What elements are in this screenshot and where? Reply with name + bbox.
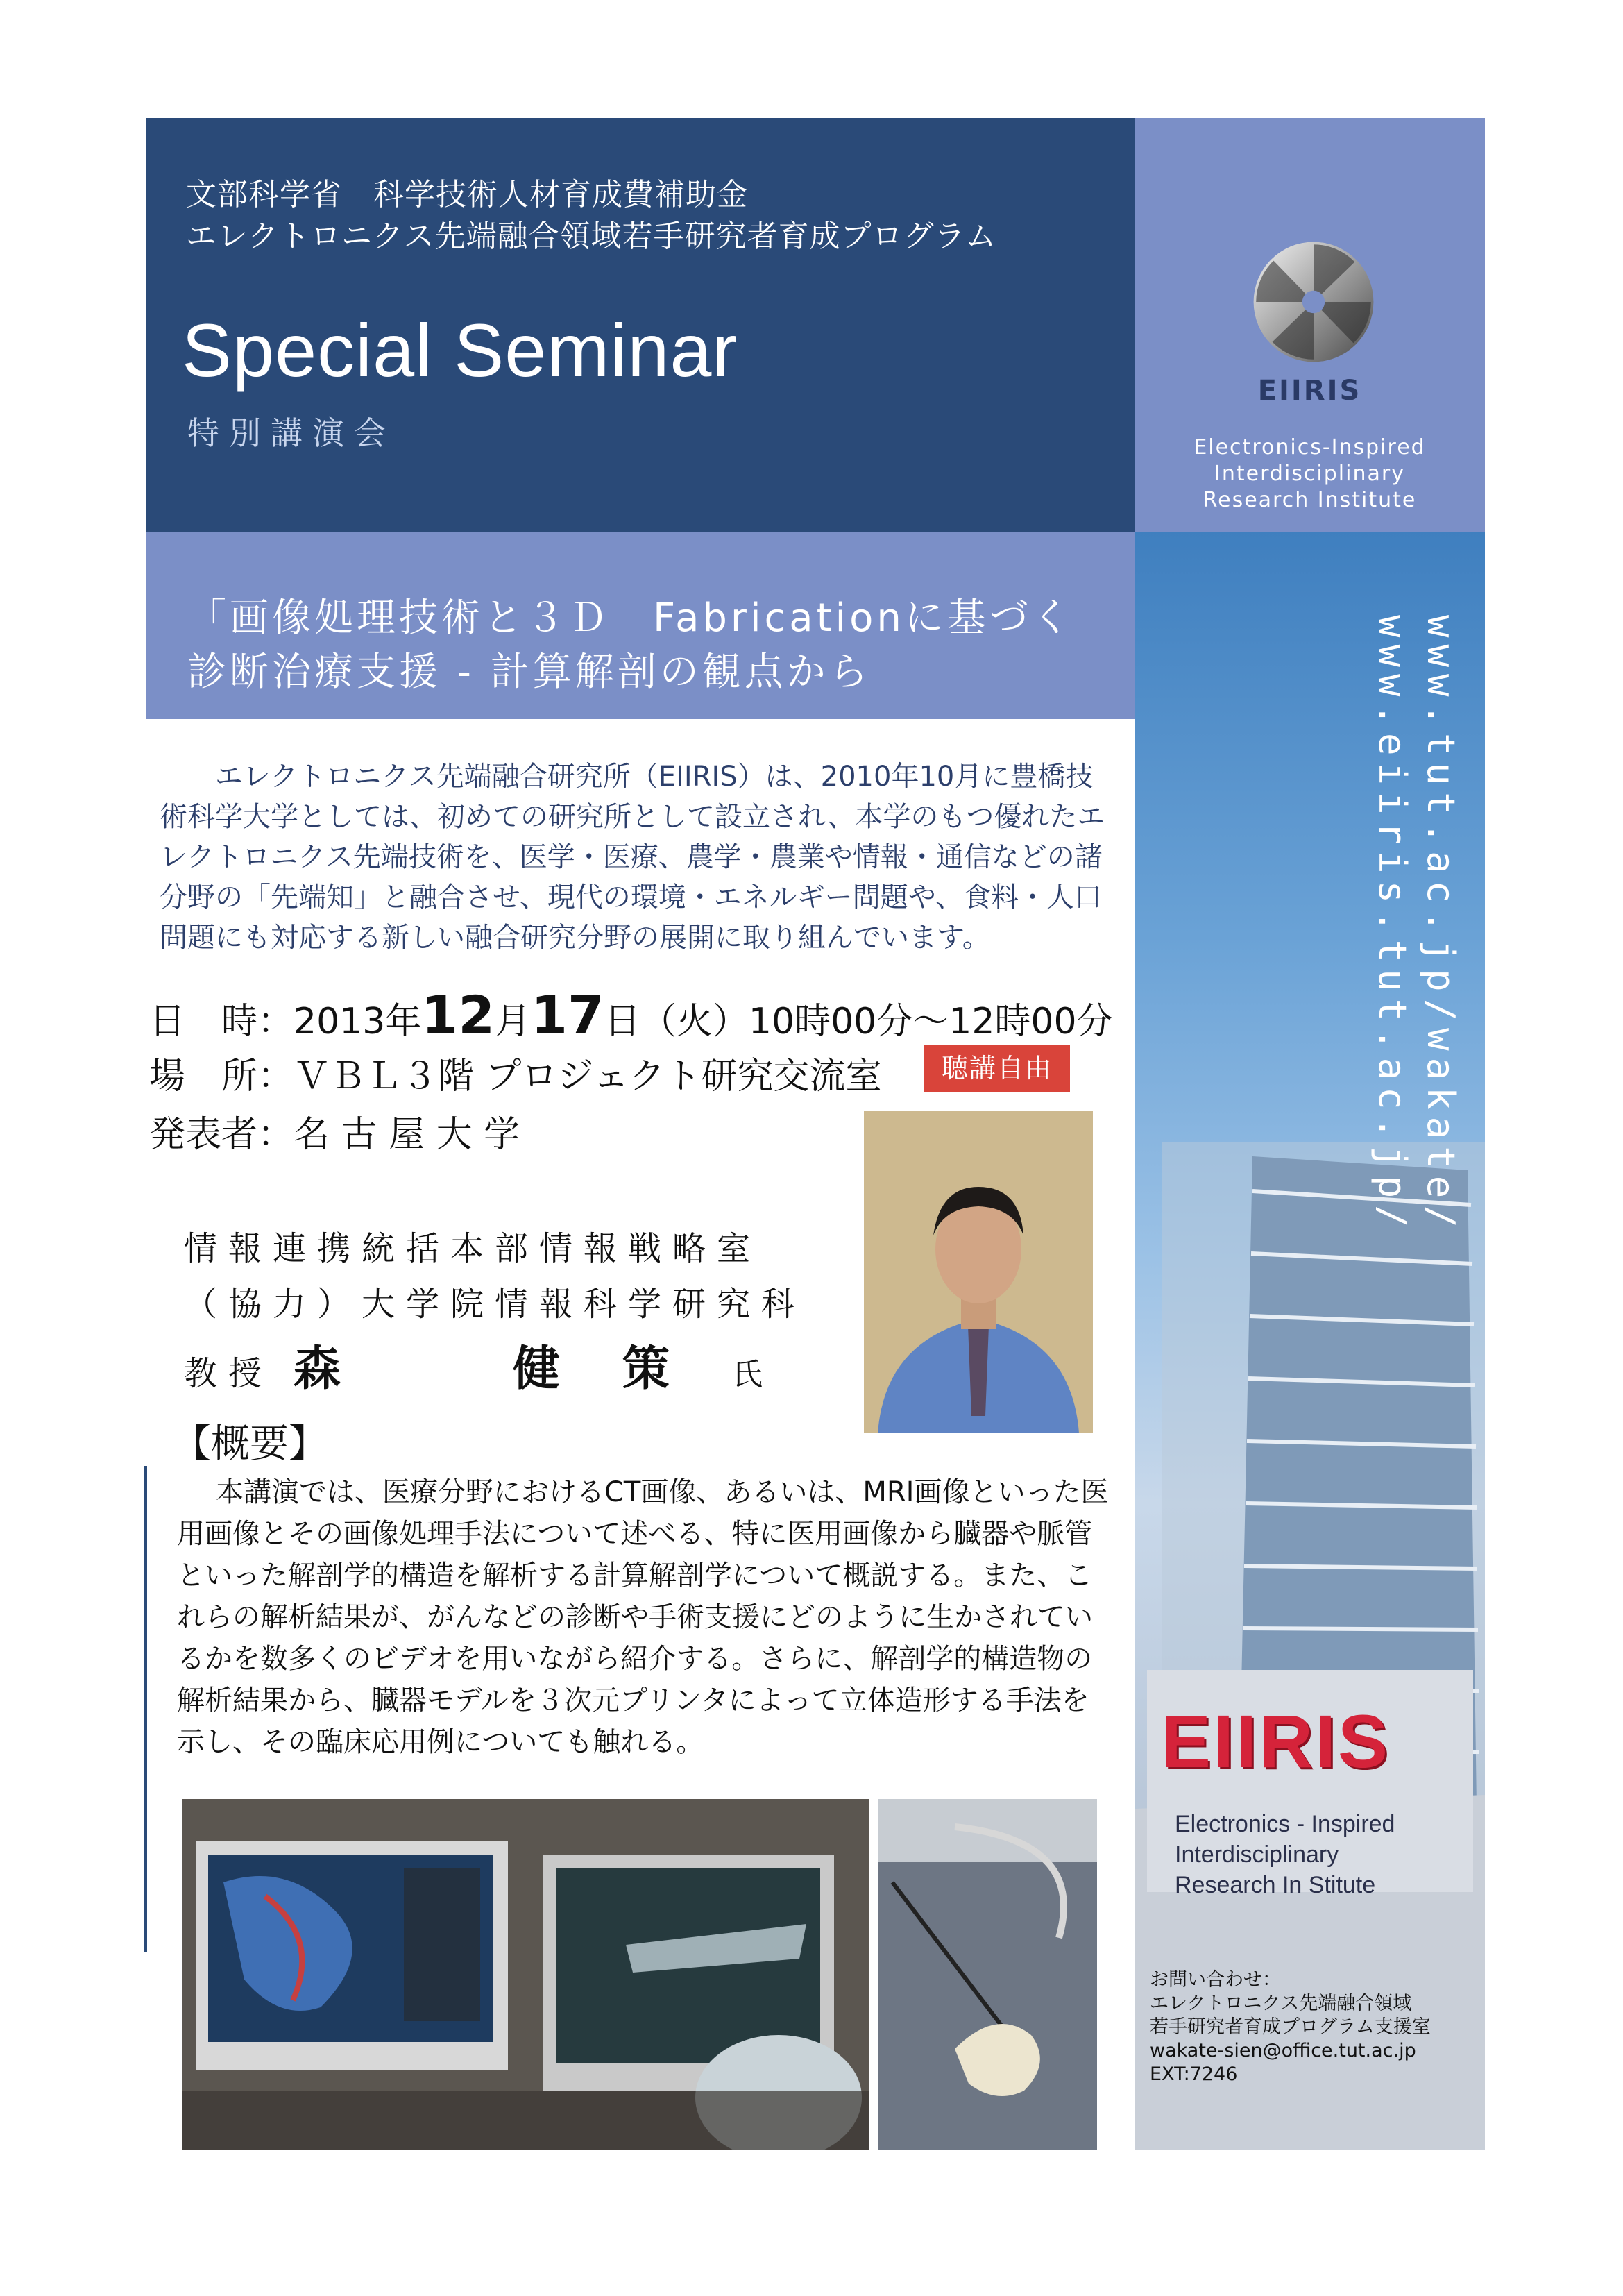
summary-heading: 【概要】: [172, 1421, 328, 1467]
organ-model-image: [878, 1799, 1097, 2150]
topic-line-2: 診断治療支援 - 計算解剖の観点から: [187, 650, 872, 695]
page-subtitle: 特別講演会: [187, 414, 396, 452]
page-title: Special Seminar: [182, 308, 738, 392]
operating-room-image: [182, 1799, 869, 2150]
contact-info: [1150, 1968, 1476, 2086]
date-month: 12: [421, 984, 495, 1046]
date-label: 日 時：: [149, 1001, 294, 1043]
program-line: エレクトロニクス先端融合領域若手研究者育成プログラム: [186, 219, 997, 254]
place-label: 場 所：: [149, 1056, 294, 1097]
summary-paragraph: 本講演では、医療分野におけるCT画像、あるいは、MRI画像といった医用画像とその画像処理手法について述べる、特に医用画像から臓器や脈管といった解剖学的構造を解析する計算解剖学について概説する。また、これらの解析結果が、がんなどの診断や手術支援にどのように生かされているかを数多くのビデオを用いながら紹介する。さらに、解剖学的構造物の解析結果から、臓器モデルを３次元プリンタによって立体造形する手法を示し、その臨床応用例についても触れる。: [177, 1476, 1109, 1758]
date-day: 17: [531, 984, 604, 1046]
date-rest: 日（火）10時00分～12時00分: [604, 1001, 1113, 1043]
topic-line-1: 「画像処理技術と３Ｄ Fabricationに基づく: [187, 596, 1074, 641]
summary-divider: [144, 1466, 147, 1952]
place-value: ＶＢＬ３階 プロジェクト研究交流室: [294, 1056, 882, 1097]
speaker-photo: [864, 1111, 1093, 1433]
contact-extension: EXT:7246: [1150, 2063, 1238, 2085]
sign-description: [1175, 1809, 1395, 1900]
affiliation-line-2: （協力）大学院情報科学研究科: [184, 1285, 806, 1324]
eiiris-building-sign: [1147, 1670, 1473, 1898]
website-urls: [1370, 615, 1485, 1309]
speaker-honorific: 氏: [732, 1357, 774, 1392]
speaker-name-row: [184, 1331, 774, 1399]
speaker-name: 森 健策: [294, 1342, 733, 1396]
eiiris-logo-icon: [1251, 239, 1376, 364]
operating-room-photo: [182, 1799, 869, 2150]
logo-panel: [1135, 118, 1485, 532]
sign-line: Interdisciplinary: [1175, 1841, 1339, 1868]
presenter-value: 名 古 屋 大 学: [294, 1114, 520, 1156]
presenter-label: 発表者：: [149, 1114, 294, 1156]
contact-org-1: エレクトロニクス先端融合領域: [1150, 1993, 1412, 2014]
header-band: [146, 118, 1135, 532]
organ-model-photo: [878, 1799, 1097, 2150]
date-year: 2013年: [294, 1001, 422, 1043]
intro-paragraph: エレクトロニクス先端融合研究所（EIIRIS）は、2010年10月に豊橋技術科学大学としては、初めての研究所として設立され、本学のもつ優れたエレクトロニクス先端技術を、医学・医療、農学・農業や情報・通信などの諸分野の「先端知」と融合させ、現代の環境・エネルギー問題や、食料・人口問題にも対応する新しい融合研究分野の展開に取り組んでいます。: [160, 761, 1105, 954]
logo-desc-line: Electronics-Inspired: [1193, 435, 1426, 459]
wakate-url-link[interactable]: www.tut.ac.jp/wakate/: [1419, 615, 1463, 1235]
speaker-photo-image: [864, 1111, 1093, 1433]
place-row: [149, 1047, 882, 1099]
date-month-unit: 月: [495, 1001, 532, 1043]
free-admission-badge: 聴講自由: [924, 1045, 1070, 1092]
sponsor-line: 文部科学省 科学技術人材育成費補助金: [186, 177, 748, 212]
affiliation-line-1: 情報連携統括本部情報戦略室: [184, 1229, 762, 1268]
contact-label: お問い合わせ：: [1150, 1969, 1281, 1991]
logo-wordmark: EIIRIS: [1257, 375, 1362, 407]
sign-logo-text: EIIRIS: [1161, 1699, 1391, 1783]
logo-desc-line: Interdisciplinary: [1214, 462, 1405, 486]
contact-org-2: 若手研究者育成プログラム支援室: [1150, 2016, 1431, 2038]
building-column: [1135, 532, 1485, 2150]
logo-description: [1135, 434, 1485, 514]
presenter-row: [149, 1105, 520, 1157]
speaker-role: 教授: [184, 1354, 273, 1393]
logo-desc-line: Research Institute: [1203, 488, 1417, 512]
contact-email-link[interactable]: wakate-sien@office.tut.ac.jp: [1150, 2040, 1416, 2061]
topic-band: [146, 532, 1135, 719]
sign-line: Research In Stitute: [1175, 1872, 1376, 1898]
sign-line: Electronics - Inspired: [1175, 1811, 1395, 1837]
date-row: [149, 984, 1113, 1046]
eiiris-url-link[interactable]: www.eiiris.tut.ac.jp/: [1370, 615, 1414, 1235]
